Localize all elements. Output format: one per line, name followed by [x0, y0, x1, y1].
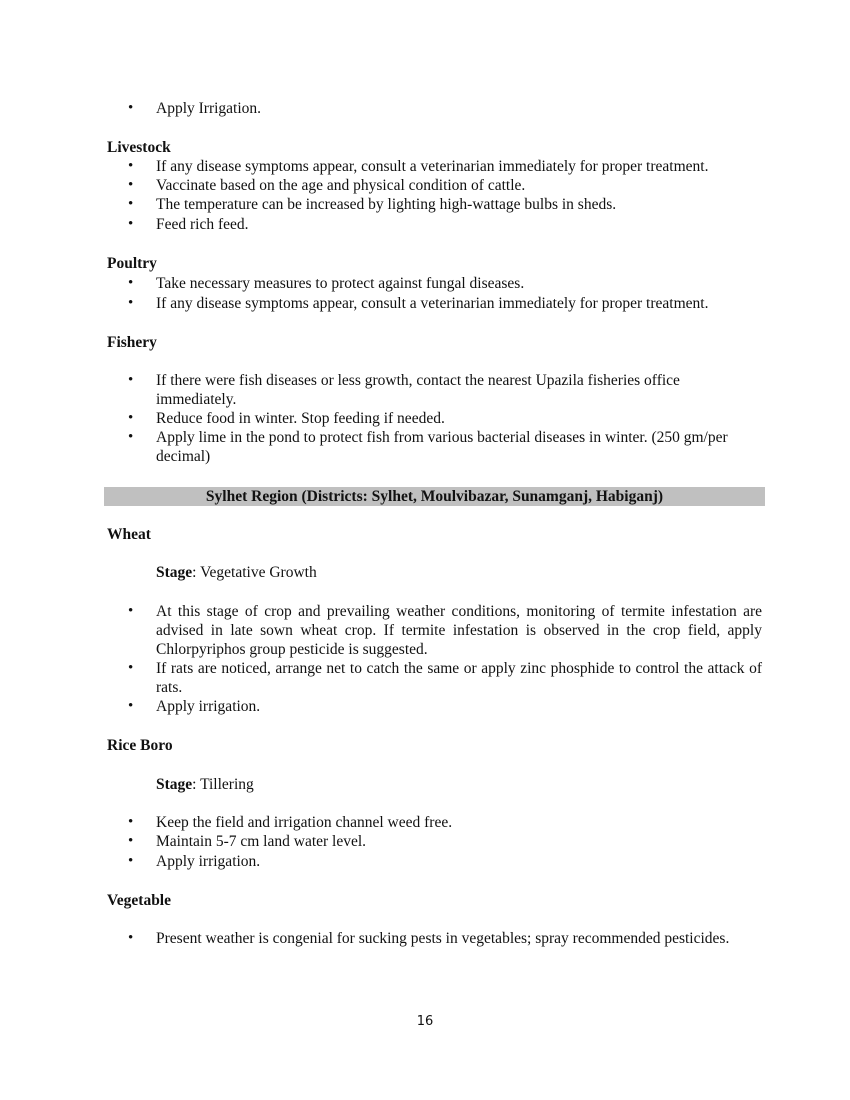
- bullet-icon: •: [128, 410, 134, 426]
- bullet-icon: •: [128, 216, 134, 232]
- list-item: Keep the field and irrigation channel weed free.: [156, 814, 453, 831]
- bullet-icon: •: [128, 100, 134, 116]
- section-heading-wheat: Wheat: [107, 526, 151, 543]
- bullet-icon: •: [128, 372, 134, 388]
- section-heading-livestock: Livestock: [107, 139, 171, 156]
- stage-label: Stage: [156, 564, 193, 581]
- list-item: Apply Irrigation.: [156, 100, 262, 117]
- bullet-icon: •: [128, 814, 134, 830]
- bullet-icon: •: [128, 177, 134, 193]
- section-heading-fishery: Fishery: [107, 334, 157, 351]
- list-item: Apply lime in the pond to protect fish from various bacterial diseases in winter. (250 gm/per decimal): [156, 429, 728, 465]
- stage-value: : Tillering: [192, 776, 254, 793]
- list-item: Reduce food in winter. Stop feeding if needed.: [156, 410, 445, 427]
- bullet-icon: •: [128, 196, 134, 212]
- bullet-icon: •: [128, 833, 134, 849]
- bullet-icon: •: [128, 295, 134, 311]
- page-number: 16: [416, 1014, 434, 1029]
- list-item: If there were fish diseases or less growth, contact the nearest Upazila fisheries office immediately.: [156, 372, 680, 408]
- list-item: At this stage of crop and prevailing weather conditions, monitoring of termite infestation are advised in late sown wheat crop. If termite infestation is observed in the crop field, apply Chlorpyriphos group pesticide is suggested.: [156, 603, 762, 658]
- bullet-icon: •: [128, 930, 134, 946]
- section-heading-vegetable: Vegetable: [107, 892, 171, 909]
- list-item: If any disease symptoms appear, consult a veterinarian immediately for proper treatment.: [156, 295, 709, 312]
- list-item: If any disease symptoms appear, consult a veterinarian immediately for proper treatment.: [156, 158, 709, 175]
- stage-label: Stage: [156, 776, 193, 793]
- list-item: Present weather is congenial for sucking pests in vegetables; spray recommended pesticides.: [156, 930, 730, 947]
- bullet-icon: •: [128, 853, 134, 869]
- bullet-icon: •: [128, 429, 134, 445]
- list-item: Vaccinate based on the age and physical condition of cattle.: [156, 177, 526, 194]
- list-item: Apply irrigation.: [156, 853, 261, 870]
- stage-line-rice-boro: [156, 775, 254, 794]
- list-item: Maintain 5-7 cm land water level.: [156, 833, 367, 850]
- bullet-icon: •: [128, 660, 134, 676]
- list-item: The temperature can be increased by lighting high-wattage bulbs in sheds.: [156, 196, 617, 213]
- section-heading-rice-boro: Rice Boro: [107, 737, 173, 754]
- bullet-icon: •: [128, 158, 134, 174]
- list-item: If rats are noticed, arrange net to catch the same or apply zinc phosphide to control the attack of rats.: [156, 660, 762, 696]
- list-item: Take necessary measures to protect against fungal diseases.: [156, 275, 525, 292]
- stage-line-wheat: [156, 563, 317, 582]
- region-title: Sylhet Region (Districts: Sylhet, Moulvibazar, Sunamganj, Habiganj): [205, 488, 664, 505]
- bullet-icon: •: [128, 603, 134, 619]
- list-item: Apply irrigation.: [156, 698, 261, 715]
- bullet-icon: •: [128, 275, 134, 291]
- section-heading-poultry: Poultry: [107, 255, 157, 272]
- bullet-icon: •: [128, 698, 134, 714]
- list-item: Feed rich feed.: [156, 216, 249, 233]
- stage-value: : Vegetative Growth: [192, 564, 317, 581]
